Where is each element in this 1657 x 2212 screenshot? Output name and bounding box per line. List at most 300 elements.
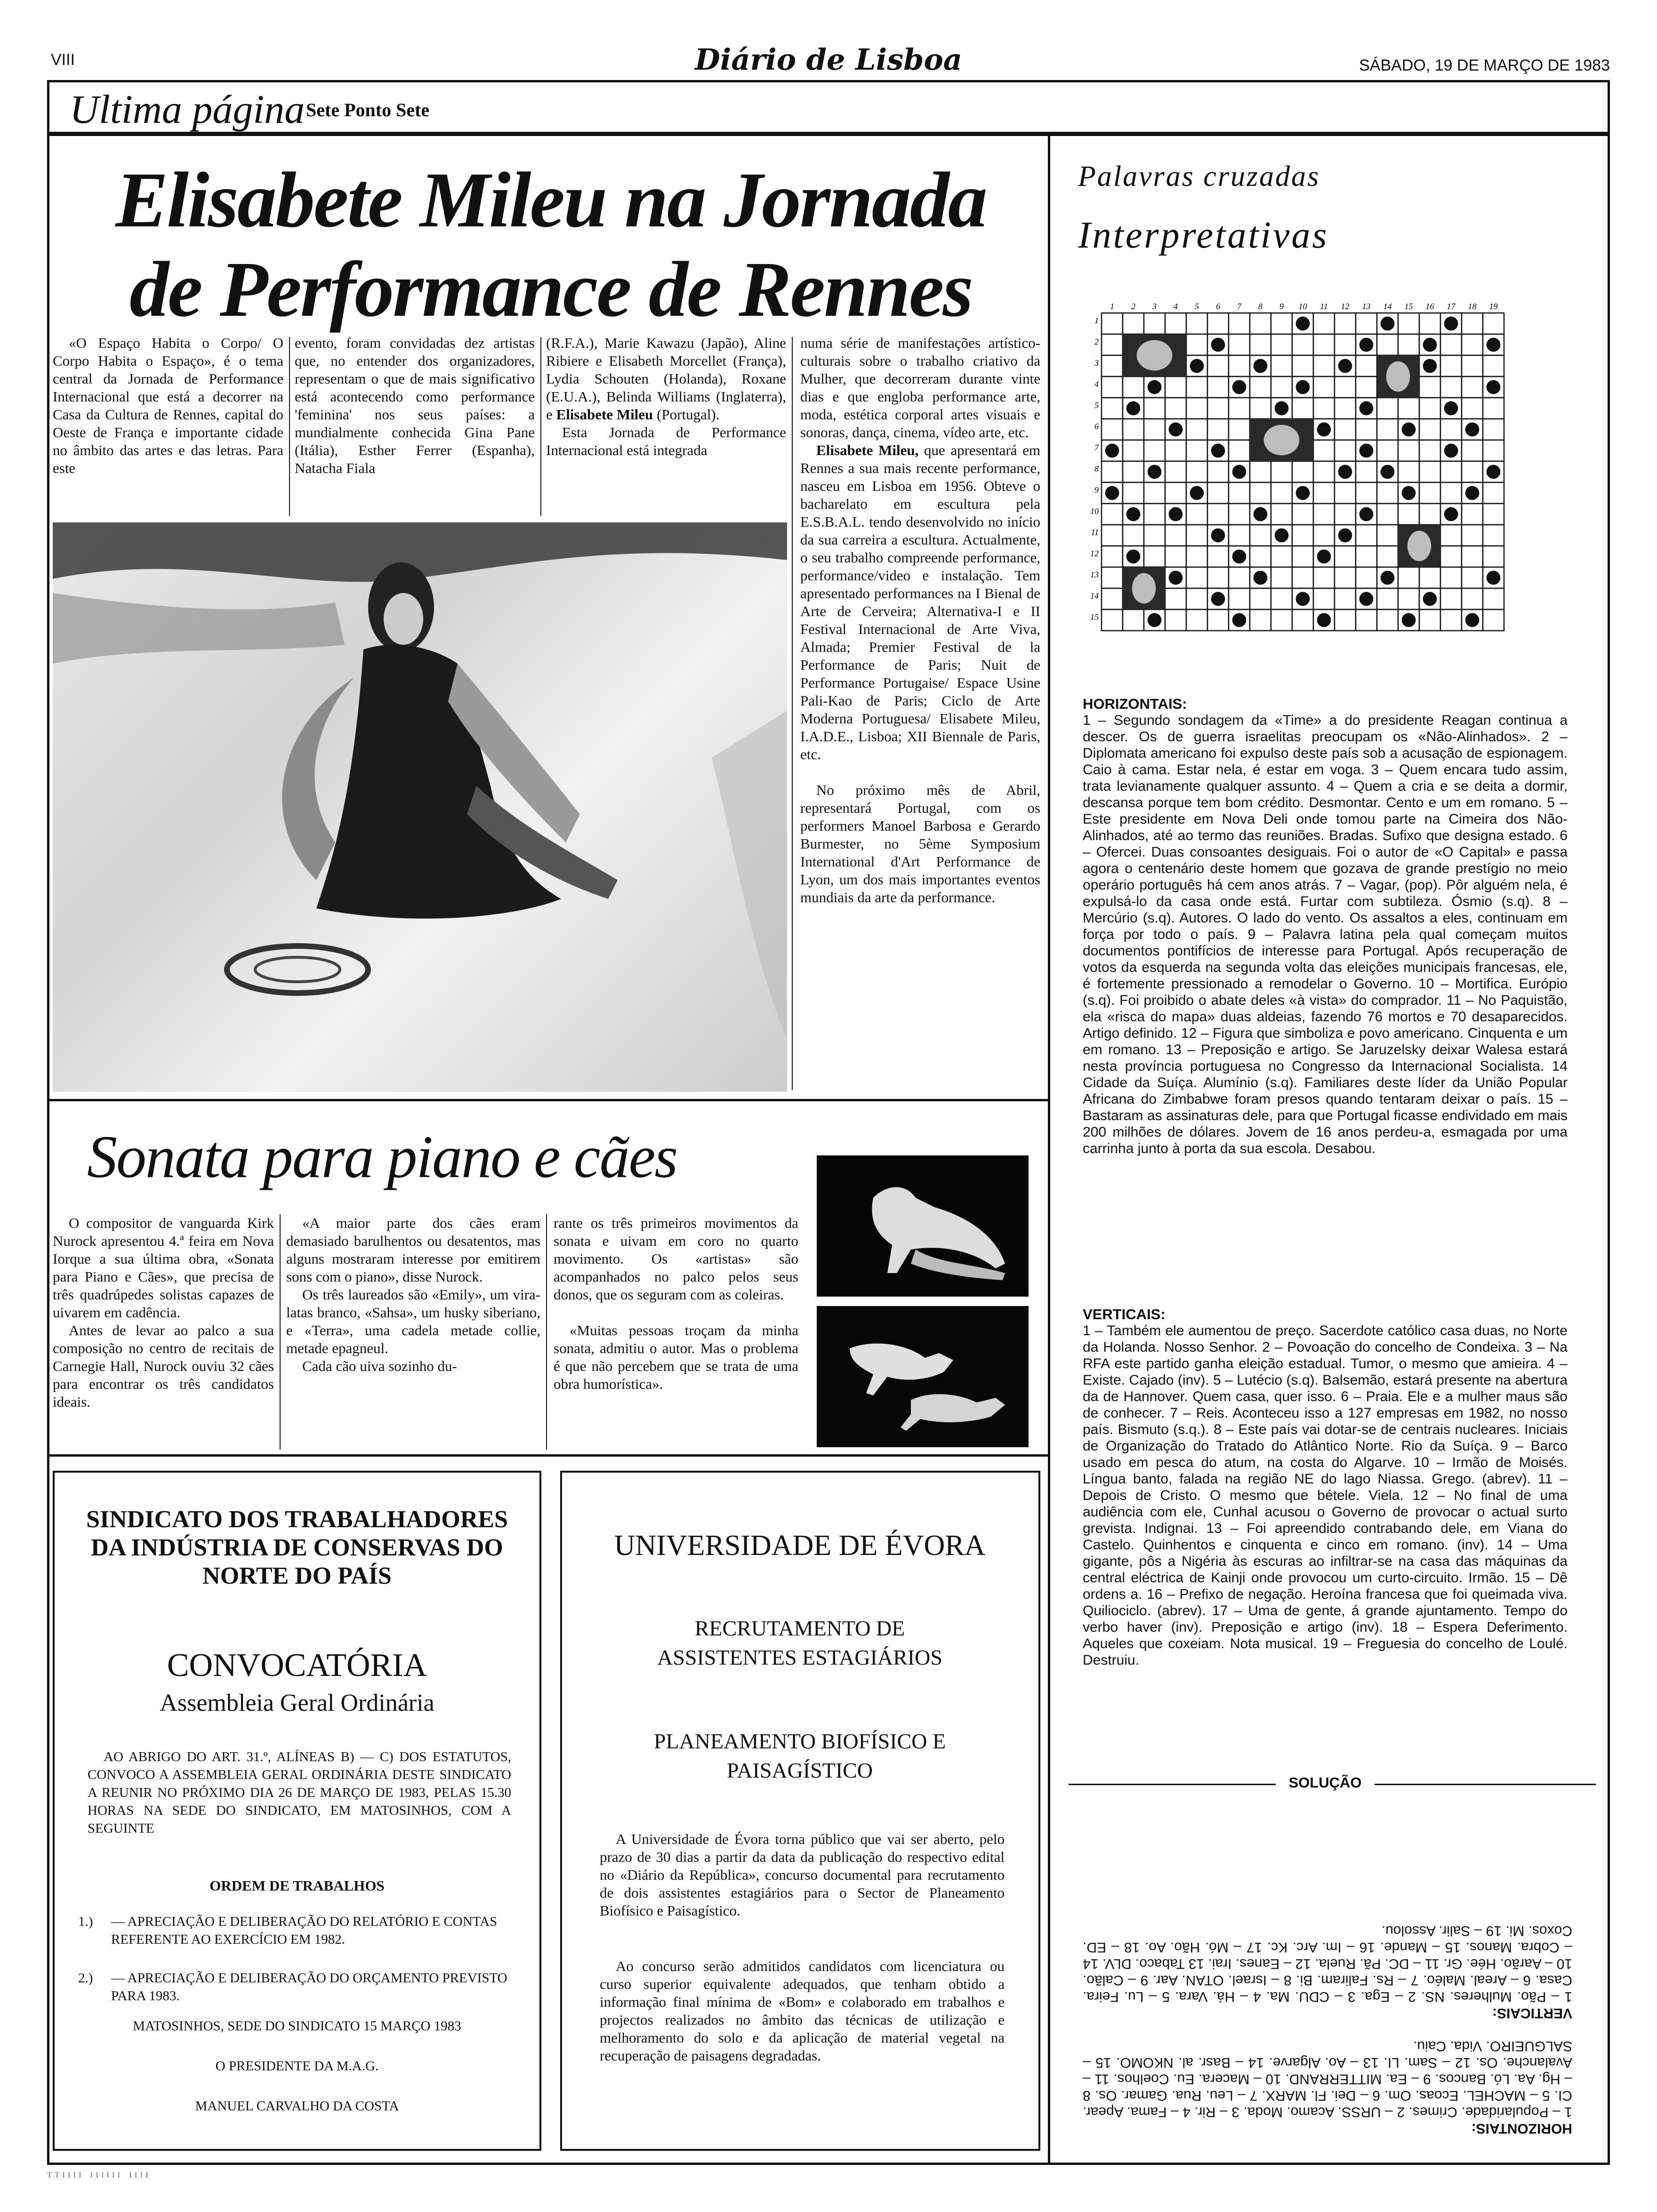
crossword-cell[interactable] (1377, 609, 1398, 631)
crossword-cell[interactable] (1356, 567, 1377, 588)
crossword-cell[interactable] (1102, 504, 1123, 525)
crossword-cell[interactable] (1335, 419, 1356, 440)
crossword-cell[interactable] (1186, 313, 1207, 334)
crossword-cell[interactable] (1313, 440, 1335, 461)
crossword-svg (1083, 297, 1506, 633)
row-number: 12 (1090, 549, 1099, 558)
crossword-cell[interactable] (1377, 419, 1398, 440)
crossword-cell[interactable] (1102, 525, 1123, 546)
crossword-cell[interactable] (1313, 525, 1335, 546)
crossword-cell[interactable] (1483, 504, 1504, 525)
crossword-cell[interactable] (1377, 334, 1398, 355)
paragraph: Esta Jornada de Performance Internacional está integrada (546, 424, 786, 458)
crossword-cell[interactable] (1229, 482, 1250, 504)
crossword-cell[interactable] (1123, 419, 1144, 440)
crossword-cell[interactable] (1186, 525, 1207, 546)
crossword-cell[interactable] (1419, 461, 1440, 482)
crossword-cell[interactable] (1123, 609, 1144, 631)
crossword-cell[interactable] (1165, 588, 1186, 609)
crossword-cell[interactable] (1292, 461, 1313, 482)
crossword-cell[interactable] (1102, 334, 1123, 355)
crossword-cell[interactable] (1186, 461, 1207, 482)
crossword-cell[interactable] (1335, 609, 1356, 631)
paragraph: «O Espaço Habita o Corpo/ O Corpo Habita o Espaço», é o tema central da Jornada de Performance Internacional que está a decorrer na Casa da Cultura de Rennes, capital do Oeste de França e importante cidade no âmbito das artes e das letras. Para este (53, 335, 283, 476)
crossword-cell[interactable] (1250, 313, 1271, 334)
crossword-cell[interactable] (1377, 588, 1398, 609)
row-number: 8 (1094, 464, 1099, 473)
crossword-cell[interactable] (1356, 377, 1377, 398)
crossword-cell[interactable] (1440, 355, 1462, 377)
crossword-cell[interactable] (1483, 440, 1504, 461)
crossword-cell[interactable] (1292, 398, 1313, 419)
crossword-cell[interactable] (1440, 461, 1462, 482)
black-square (1211, 592, 1225, 606)
item-number: 2.) (78, 1971, 93, 1986)
crossword-cell[interactable] (1398, 313, 1419, 334)
row-number: 10 (1090, 506, 1099, 516)
crossword-cell[interactable] (1377, 546, 1398, 567)
crossword-cell[interactable] (1313, 504, 1335, 525)
portrait-face (1386, 361, 1410, 392)
article2-col2 (286, 1214, 540, 1375)
crossword-cell[interactable] (1165, 609, 1186, 631)
black-square (1402, 613, 1416, 627)
crossword-cell[interactable] (1292, 609, 1313, 631)
crossword-cell[interactable] (1186, 567, 1207, 588)
black-square (1359, 507, 1374, 521)
row-number: 7 (1094, 443, 1099, 452)
crossword-cell[interactable] (1271, 546, 1292, 567)
agenda-item-2 (78, 1969, 521, 2005)
crossword-cell[interactable] (1462, 461, 1483, 482)
crossword-cell[interactable] (1144, 419, 1165, 440)
black-square (1105, 444, 1119, 458)
col-rule (792, 337, 793, 1090)
col-rule (280, 1214, 281, 1450)
black-square (1359, 444, 1374, 458)
crossword-cell[interactable] (1440, 588, 1462, 609)
row-number: 2 (1094, 337, 1099, 346)
solution-title: SOLUÇÃO (1288, 1774, 1362, 1791)
crossword-cell[interactable] (1102, 609, 1123, 631)
black-square (1254, 507, 1268, 521)
crossword-cell[interactable] (1207, 567, 1229, 588)
crossword-cell[interactable] (1440, 546, 1462, 567)
crossword-cell[interactable] (1377, 525, 1398, 546)
crossword-cell[interactable] (1165, 461, 1186, 482)
notice-paragraph-2: Ao concurso serão admitidos candidatos com licenciatura ou curso superior equivalente adequados, que tenham obtido a informação final mínima de «Bom» e colaborado em trabalhos e projectos realizados no âmbito das técnicas de utilização e melhoramento do solo e da aplicação de material vegetal na recuperação de paisagens degradadas. (600, 1958, 1005, 2064)
crossword-cell[interactable] (1250, 334, 1271, 355)
headline-line-1: Elisabete Mileu na Jornada (115, 156, 986, 244)
row-number: 5 (1094, 401, 1099, 410)
crossword-cell[interactable] (1207, 461, 1229, 482)
crossword-cell[interactable] (1123, 461, 1144, 482)
section-separator (49, 1099, 1048, 1101)
crossword-cell[interactable] (1271, 377, 1292, 398)
crossword-cell[interactable] (1102, 461, 1123, 482)
crossword-cell[interactable] (1419, 482, 1440, 504)
column-number: 7 (1237, 302, 1241, 311)
crossword-cell[interactable] (1335, 504, 1356, 525)
crossword-cell[interactable] (1356, 609, 1377, 631)
crossword-cell[interactable] (1440, 567, 1462, 588)
black-square (1211, 444, 1225, 458)
crossword-cell[interactable] (1462, 588, 1483, 609)
section-title: Ultima página (70, 87, 305, 132)
crossword-cell[interactable] (1462, 504, 1483, 525)
portrait-face (1132, 573, 1156, 604)
artist-name: Elisabete Mileu, (816, 442, 919, 458)
crossword-cell[interactable] (1419, 504, 1440, 525)
row-number: 13 (1090, 570, 1099, 579)
crossword-cell[interactable] (1462, 525, 1483, 546)
crossword-cell[interactable] (1462, 440, 1483, 461)
crossword-cell[interactable] (1292, 334, 1313, 355)
crossword-cell[interactable] (1335, 334, 1356, 355)
crossword-cell[interactable] (1144, 525, 1165, 546)
crossword-cell[interactable] (1440, 482, 1462, 504)
column-number: 3 (1152, 302, 1157, 311)
crossword-cell[interactable] (1271, 334, 1292, 355)
horizontal-clues: 1 – Segundo sondagem da «Time» a do presidente Reagan continua a descer. Os de guerra israelitas preocupam os «Não-Alinhados». 2 – Diplomata americano foi expulso deste país sob a acusação de espionagem. Caio à cama. Estar nela, é estar em voga. 3 – Quem encara tudo assim, trata levianamente qualquer assunto. 4 – Quem a cria e se deita a dormir, descansa porque tem bom crédito. Desmontar. Cento e um em romano. 5 – Este presidente em Nova Deli onde tomou parte na Cimeira dos Não-Alinhados, até ao termo das reuniões. Bradas. Sufixo que designa estado. 6 – Ofercei. Duas consoantes desiguais. Foi o autor de «O Capital» e passa agora o centenário deste homem que gozava de grande prestígio no meio operário português há cem anos atrás. 7 – Vagar, (pop). Pôr alguém nela, é expulsá-lo da casa onde está. Furtar com subtileza. Ósmio (s.q). 8 – Mercúrio (s.q). Autores. O lado do vento. Os assaltos a eles, continuam em força por todo o país. 9 – Palavra latina pela qual começam muitos documentos pontifícios de interesse para Portugal. Após recuperação de votos da esquerda na segunda volta das eleições municipais francesas, ele, é fortemente pressionado a remodelar o Governo. 10 – Mortifica. Európio (s.q). Foi proibido o abate deles «à vista» do comprador. 11 – No Paquistão, ela «risca do mapa» duas aldeias, fazendo 76 mortos e 70 desaparecidos. Artigo definido. 12 – Figura que simboliza e povo americano. Cinquenta e um em romano. 13 – Preposição e artigo. Se Jaruzelsky deixar Walesa estará nesta província portuguesa no Congresso da Internacional Socialista. 14 Cidade da Suíça. Alumínio (s.q). Familiares deste líder da União Popular Africana do Zimbabwe foram presos quando tentaram deixar o país. 15 – Bastaram as assinaturas dele, para que Portugal ficasse endividado em mais 200 milhões de dólares. Jovem de 16 anos perdeu-a, esmagada por uma carrinha junto à porta da sua escola. Desabou. (1083, 713, 1568, 1156)
crossword-cell[interactable] (1250, 525, 1271, 546)
solution-vertical: 1 – Pão. Mulheres. NS. 2 – Ega. 3 – CDU. Ma. 4 – Há. Vara. 5 – Lu. Feira. Casa. 6 – Areal. Maléo. 7 – Rs. Faliram. Bi. 8 – Israel. OTAN. Aar. 9 – Calão. 10 – Aarão. Hée. Gr. 11 – DC. Pã. Ruela. 12 – Eanes. Irai. 13 Tabaco. DLV. 14 – Cobra. Manos. 15 – Mande. 16 – Im. Arc. Kc. 17 – Mó. Hão. Ao. 18 – ED. Coxos. Mi. 19 – Salir. Assolou. (1083, 1923, 1572, 2004)
crossword-cell[interactable] (1356, 355, 1377, 377)
crossword-cell[interactable] (1440, 334, 1462, 355)
solution-rule-right (1375, 1784, 1596, 1785)
column-number: 10 (1298, 302, 1307, 311)
crossword-cell[interactable] (1313, 588, 1335, 609)
crossword-cell[interactable] (1398, 398, 1419, 419)
crossword-cell[interactable] (1229, 355, 1250, 377)
column-number: 11 (1320, 302, 1328, 311)
crossword-cell[interactable] (1229, 313, 1250, 334)
notice-body: AO ABRIGO DO ART. 31.º, ALÍNEAS B) — C) DOS ESTATUTOS, CONVOCO A ASSEMBLEIA GERAL ORDINÁRIA DESTE SINDICATO A REUNIR NO PRÓXIMO DIA 26 DE MARÇO DE 1983, PELAS 15.30 HORAS NA SEDE DO SINDICATO, EM MATOSINHOS, COM A SEGUINTE (88, 1749, 511, 1836)
col-rule (289, 337, 290, 516)
crossword-cell[interactable] (1165, 377, 1186, 398)
crossword-cell[interactable] (1313, 398, 1335, 419)
crossword-cell[interactable] (1419, 609, 1440, 631)
crossword-cell[interactable] (1462, 377, 1483, 398)
article1-col1 (53, 334, 283, 477)
crossword-cell[interactable] (1356, 482, 1377, 504)
solution-horizontal: 1 – Popularidade. Crimes. 2 – URSS. Acamo. Moda. 3 – Rir. 4 – Fama. Apear. CI. 5 – MACHEL. Ecoas. Om. 6 – Dei. Fl. MARX. 7 – Leu. Rua. Gamar. Os. 8 – Hg. Aa. Ló. Bancos. 9 – Ea. MITTERRAND. 10 – Macera. Eu. Coelhos. 11 – Avalanche. Os. 12 – Sam. LI. 13 – Ao. Algarve. 14 – Basr. al. NKOMO. 15 – SALGUEIRO. Vida. Caiu. (1083, 2038, 1572, 2120)
crossword-cell[interactable] (1207, 546, 1229, 567)
crossword-cell[interactable] (1398, 588, 1419, 609)
col-rule (546, 1214, 547, 1450)
black-square (1402, 423, 1416, 437)
section-subtitle: Sete Ponto Sete (306, 99, 430, 120)
crossword-cell[interactable] (1123, 377, 1144, 398)
crossword-cell[interactable] (1165, 525, 1186, 546)
black-square (1423, 338, 1437, 352)
black-square (1487, 338, 1501, 352)
crossword-cell[interactable] (1419, 419, 1440, 440)
crossword-cell[interactable] (1356, 419, 1377, 440)
crossword-cell[interactable] (1207, 482, 1229, 504)
crossword-cell[interactable] (1207, 609, 1229, 631)
crossword-cell[interactable] (1123, 313, 1144, 334)
crossword-cell[interactable] (1250, 482, 1271, 504)
crossword-cell[interactable] (1313, 313, 1335, 334)
crossword-cell[interactable] (1102, 419, 1123, 440)
row-number: 9 (1094, 485, 1099, 495)
crossword-cell[interactable] (1250, 588, 1271, 609)
crossword-cell[interactable] (1229, 398, 1250, 419)
crossword-cell[interactable] (1229, 567, 1250, 588)
black-square (1423, 359, 1437, 373)
crossword-cell[interactable] (1356, 313, 1377, 334)
crossword-cell[interactable] (1144, 546, 1165, 567)
crossword-cell[interactable] (1398, 504, 1419, 525)
black-square (1465, 423, 1480, 437)
crossword-cell[interactable] (1271, 567, 1292, 588)
crossword-cell[interactable] (1186, 546, 1207, 567)
crossword-cell[interactable] (1144, 313, 1165, 334)
crossword-cell[interactable] (1440, 525, 1462, 546)
article2-headline: Sonata para piano e cães (87, 1123, 677, 1190)
black-square (1487, 465, 1501, 479)
row-number: 1 (1094, 316, 1099, 325)
crossword-cell[interactable] (1462, 334, 1483, 355)
crossword-cell[interactable] (1335, 482, 1356, 504)
black-square (1338, 529, 1352, 543)
crossword-cell[interactable] (1356, 461, 1377, 482)
crossword-cell[interactable] (1462, 313, 1483, 334)
crossword-cell[interactable] (1207, 419, 1229, 440)
column-number: 5 (1195, 302, 1199, 311)
crossword-cell[interactable] (1335, 377, 1356, 398)
crossword-cell[interactable] (1186, 419, 1207, 440)
frame-right (1608, 82, 1610, 2165)
black-square (1190, 486, 1204, 500)
black-square (1444, 444, 1458, 458)
crossword-cell[interactable] (1462, 546, 1483, 567)
crossword-cell[interactable] (1250, 398, 1271, 419)
crossword-cell[interactable] (1165, 440, 1186, 461)
crossword-cell[interactable] (1229, 525, 1250, 546)
crossword-cell[interactable] (1250, 461, 1271, 482)
crossword-cell[interactable] (1483, 419, 1504, 440)
item-text: — APRECIAÇÃO E DELIBERAÇÃO DO RELATÓRIO E CONTAS REFERENTE AO EXERCÍCIO EM 1982. (111, 1914, 498, 1947)
column-number: 1 (1110, 302, 1114, 311)
crossword-cell[interactable] (1356, 546, 1377, 567)
crossword-cell[interactable] (1207, 313, 1229, 334)
crossword-cell[interactable] (1207, 504, 1229, 525)
black-square (1169, 423, 1183, 437)
crossword-cell[interactable] (1483, 482, 1504, 504)
crossword-cell[interactable] (1102, 567, 1123, 588)
crossword-cell[interactable] (1398, 440, 1419, 461)
paragraph: «A maior parte dos cães eram demasiado barulhentos ou desatentos, mas alguns mostraram interesse por emitirem sons com o piano», disse Nurock. (286, 1215, 540, 1285)
section-separator (49, 1454, 1048, 1457)
crossword-cell[interactable] (1377, 482, 1398, 504)
crossword-cell[interactable] (1398, 334, 1419, 355)
headline-line-2: de Performance de Rennes (129, 246, 972, 333)
crossword-cell[interactable] (1483, 546, 1504, 567)
crossword-cell[interactable] (1250, 377, 1271, 398)
crossword-cell[interactable] (1483, 588, 1504, 609)
crossword-cell[interactable] (1356, 525, 1377, 546)
crossword-cell[interactable] (1462, 567, 1483, 588)
crossword-cell[interactable] (1165, 313, 1186, 334)
crossword-cell[interactable] (1186, 504, 1207, 525)
crossword-cell[interactable] (1271, 588, 1292, 609)
crossword-cell[interactable] (1186, 588, 1207, 609)
crossword-cell[interactable] (1102, 377, 1123, 398)
crossword-cell[interactable] (1335, 567, 1356, 588)
crossword-cell[interactable] (1440, 609, 1462, 631)
crossword-cell[interactable] (1271, 482, 1292, 504)
crossword-cell[interactable] (1229, 419, 1250, 440)
crossword-cell[interactable] (1377, 504, 1398, 525)
black-square (1338, 465, 1352, 479)
black-square (1465, 613, 1480, 627)
crossword-cell[interactable] (1229, 588, 1250, 609)
solution-horizontal-title: HORIZONTAIS: (1471, 2121, 1572, 2136)
crossword-cell[interactable] (1462, 355, 1483, 377)
crossword-cell[interactable] (1398, 567, 1419, 588)
black-square (1148, 380, 1162, 394)
crossword-cell[interactable] (1165, 398, 1186, 419)
crossword-cell[interactable] (1483, 398, 1504, 419)
black-square (1296, 317, 1310, 331)
black-square (1105, 486, 1119, 500)
crossword-cell[interactable] (1462, 398, 1483, 419)
union-name: SINDICATO DOS TRABALHADORES DA INDÚSTRIA DE CONSERVAS DO NORTE DO PAÍS (86, 1506, 508, 1589)
crossword-cell[interactable] (1292, 504, 1313, 525)
black-square (1487, 380, 1501, 394)
crossword-cell[interactable] (1271, 313, 1292, 334)
crossword-cell[interactable] (1271, 461, 1292, 482)
crossword-cell[interactable] (1419, 398, 1440, 419)
black-square (1275, 529, 1289, 543)
crossword-cell[interactable] (1440, 377, 1462, 398)
column-number: 4 (1174, 302, 1178, 311)
crossword-cell[interactable] (1398, 461, 1419, 482)
black-square (1126, 550, 1141, 564)
crossword-cell[interactable] (1165, 482, 1186, 504)
crossword-cell[interactable] (1483, 525, 1504, 546)
crossword-cell[interactable] (1271, 609, 1292, 631)
paragraph: Elisabete Mileu, que apresentará em Rennes a sua mais recente performance, nasceu em Lisboa em 1956. Obteve o bacharelato em escultura pela E.S.B.A.L. tendo desenvolvido no início da sua carreira a escultura. Actualmente, o seu trabalho compreende performance, performance/video e instalação. Tem apresentado performances na I Bienal de Arte de Cerveira; Alternativa-I e II Festival Internacional de Arte Viva, Almada; Premier Festival de la Performance de Paris; Nuit de Performance Portugaise/ Espace Usine Pali-Kao de Paris; Ciclo de Arte Moderna Portuguesa/ Elisabete Mileu, I.A.D.E., Lisboa; XII Biennale de Paris, etc. (800, 442, 1040, 762)
crossword-cell[interactable] (1335, 546, 1356, 567)
crossword-cell[interactable] (1186, 377, 1207, 398)
crossword-cell[interactable] (1207, 355, 1229, 377)
black-square (1296, 380, 1310, 394)
crossword-cell[interactable] (1440, 419, 1462, 440)
crossword-cell[interactable] (1483, 313, 1504, 334)
crossword-cell[interactable] (1313, 334, 1335, 355)
crossword-cell[interactable] (1419, 377, 1440, 398)
crossword-cell[interactable] (1419, 313, 1440, 334)
crossword-cell[interactable] (1313, 567, 1335, 588)
crossword-cell[interactable] (1335, 440, 1356, 461)
crossword-cell[interactable] (1377, 440, 1398, 461)
black-square (1169, 507, 1183, 521)
crossword-cell[interactable] (1186, 440, 1207, 461)
crossword-cell[interactable] (1250, 609, 1271, 631)
column-number: 13 (1362, 302, 1371, 311)
notice-paragraph-1: A Universidade de Évora torna público que vai ser aberto, pelo prazo de 30 dias a partir da data da publicação do respectivo edital no «Diário da República», concurso documental para recrutamento de dois assistentes estagiários para o Sector de Planeamento Biofísico e Paisagístico. (600, 1831, 1005, 1919)
crossword-cell[interactable] (1335, 588, 1356, 609)
crossword-cell[interactable] (1313, 355, 1335, 377)
crossword-cell[interactable] (1186, 398, 1207, 419)
crossword-cell[interactable] (1123, 440, 1144, 461)
column-number: 15 (1404, 302, 1413, 311)
crossword-cell[interactable] (1229, 504, 1250, 525)
crossword-cell[interactable] (1186, 609, 1207, 631)
crossword-cell[interactable] (1335, 398, 1356, 419)
crossword-cell[interactable] (1313, 482, 1335, 504)
crossword-cell[interactable] (1419, 440, 1440, 461)
crossword-cell[interactable] (1144, 440, 1165, 461)
crossword-cell[interactable] (1250, 546, 1271, 567)
crossword-cell[interactable] (1229, 440, 1250, 461)
column-number: 18 (1468, 302, 1477, 311)
solution-vertical-title: VERTICAIS: (1492, 2005, 1572, 2021)
recruitment-heading: RECRUTAMENTO DE ASSISTENTES ESTAGIÁRIOS (657, 1616, 942, 1669)
crossword-cell[interactable] (1123, 482, 1144, 504)
article1-col4 (800, 334, 1040, 906)
union-notice-box (53, 1471, 541, 2151)
crossword-cell[interactable] (1144, 482, 1165, 504)
black-square (1296, 486, 1310, 500)
crossword-cell[interactable] (1313, 377, 1335, 398)
university-name: UNIVERSIDADE DE ÉVORA (614, 1530, 986, 1562)
crossword-cell[interactable] (1292, 525, 1313, 546)
crossword-cell[interactable] (1207, 398, 1229, 419)
crossword-cell[interactable] (1207, 377, 1229, 398)
crossword-cell[interactable] (1123, 525, 1144, 546)
crossword-cell[interactable] (1102, 398, 1123, 419)
crossword-cell[interactable] (1483, 355, 1504, 377)
crossword-cell[interactable] (1292, 546, 1313, 567)
crossword-cell[interactable] (1292, 355, 1313, 377)
crossword-cell[interactable] (1102, 313, 1123, 334)
crossword-cell[interactable] (1102, 355, 1123, 377)
crossword-cell[interactable] (1271, 504, 1292, 525)
solution-rule-left (1069, 1784, 1276, 1785)
crossword-cell[interactable] (1144, 504, 1165, 525)
crossword-cell[interactable] (1229, 334, 1250, 355)
crossword-cell[interactable] (1271, 355, 1292, 377)
row-number: 6 (1094, 422, 1099, 431)
black-square (1254, 359, 1268, 373)
crossword-cell[interactable] (1419, 567, 1440, 588)
black-square (1444, 401, 1458, 416)
crossword-cell[interactable] (1102, 588, 1123, 609)
column-number: 19 (1489, 302, 1498, 311)
black-square (1317, 550, 1331, 564)
col-rule (540, 337, 541, 516)
crossword-cell[interactable] (1186, 334, 1207, 355)
black-square (1148, 465, 1162, 479)
paragraph: numa série de manifestações artístico-culturais sobre o trabalho criativo da Mulher, que decorreram durante vinte dias e que engloba performance arte, moda, estética corporal artes visuais e sonoras, dança, cinema, vídeo arte, etc. (800, 335, 1040, 441)
crossword-cell[interactable] (1483, 609, 1504, 631)
crossword-cell[interactable] (1313, 461, 1335, 482)
crossword-cell[interactable] (1144, 398, 1165, 419)
department-heading: PLANEAMENTO BIOFÍSICO E PAISAGÍSTICO (653, 1729, 946, 1782)
crossword-cell[interactable] (1292, 567, 1313, 588)
black-square (1232, 613, 1247, 627)
crossword-cell[interactable] (1335, 313, 1356, 334)
crossword-cell[interactable] (1165, 546, 1186, 567)
column-number: 6 (1216, 302, 1220, 311)
paragraph: «Muitas pessoas troçam da minha sonata, admitiu o autor. Mas o problema é que não percebem que se trata de uma obra humorística». (554, 1322, 798, 1392)
crossword-cell[interactable] (1102, 546, 1123, 567)
crossword-cell[interactable] (1377, 398, 1398, 419)
